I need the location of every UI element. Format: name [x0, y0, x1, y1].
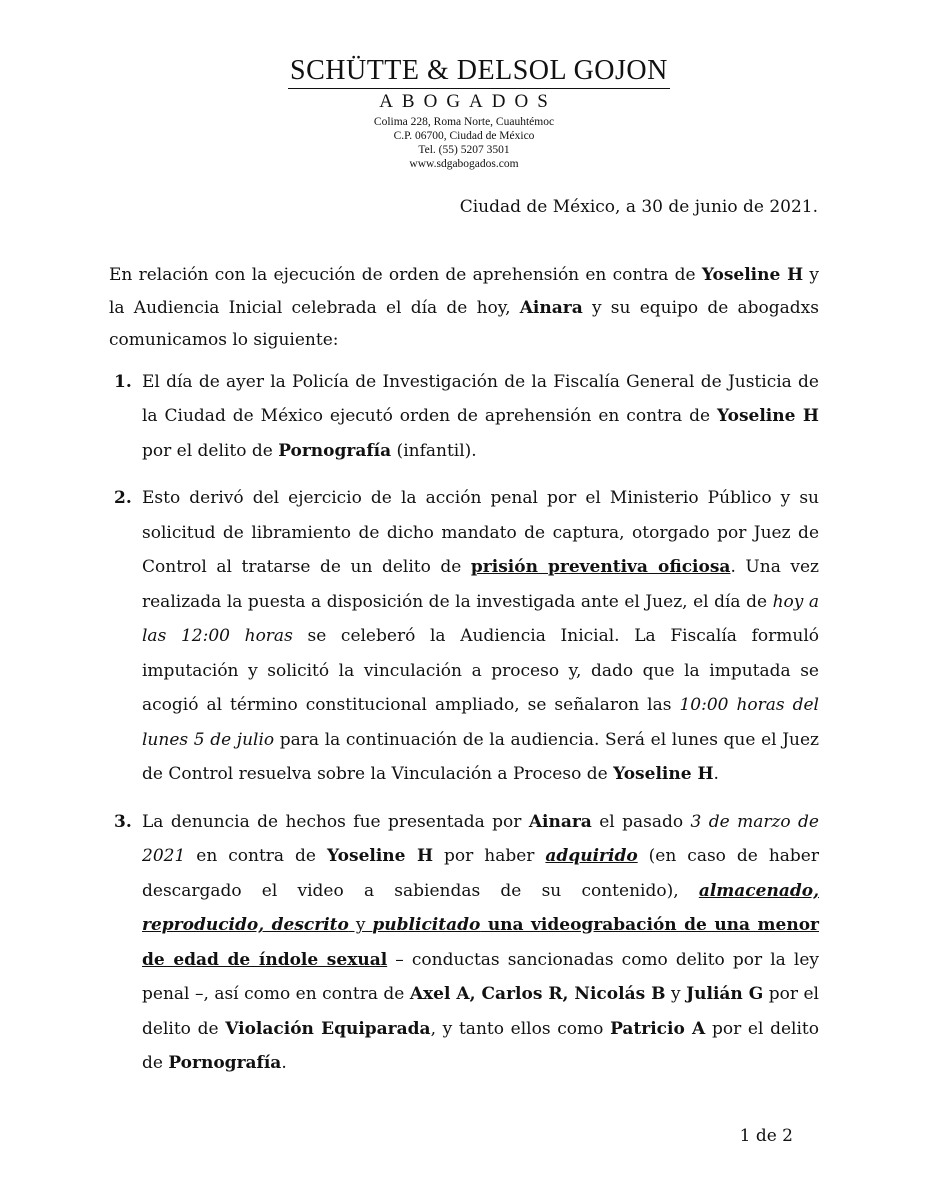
text-run: por el delito de	[142, 1018, 819, 1073]
text-run: Ainara	[519, 297, 583, 318]
list-item-text	[142, 481, 819, 792]
text-run: se celeberó la Audiencia Inicial. La Fiscalía formuló imputación y solicitó la vinculación a proceso y, dado que la imputada se acogió al término constitucional ampliado, se señalaron las	[142, 626, 820, 715]
intro-paragraph	[109, 259, 819, 357]
text-run: para la continuación de la audiencia. Será el lunes que el Juez de Control resuelva sobre la Vinculación a Proceso de	[142, 729, 820, 784]
text-run: (en caso de haber descargado el video a sabiendas de su contenido),	[142, 846, 819, 901]
page-number: 1 de 2	[739, 1126, 793, 1146]
text-run: .	[281, 1053, 287, 1073]
phone-number: Tel. (55) 5207 3501	[418, 144, 510, 156]
text-run: Violación Equiparada	[225, 1018, 431, 1039]
firm-contact-info	[288, 115, 640, 171]
text-run: el pasado	[591, 811, 691, 832]
text-run: por haber	[433, 846, 546, 866]
text-run: El día de ayer la Policía de Investigación de la Fiscalía General de Justicia de la Ciudad de México ejecutó orden de aprehensión en contra de	[142, 371, 819, 426]
document-body	[109, 259, 819, 1094]
text-run: 3 de marzo de 2021	[142, 811, 819, 866]
text-run: (infantil).	[391, 440, 477, 461]
text-run: y	[665, 984, 687, 1004]
list-item-1	[109, 365, 819, 469]
list-item-number: 3.	[114, 811, 132, 832]
text-run: Julián G	[686, 984, 764, 1004]
text-run: 10:00 horas del lunes 5 de julio	[142, 695, 819, 750]
text-run: .	[713, 764, 719, 784]
list-item-2	[109, 481, 819, 792]
letterhead	[288, 55, 668, 171]
list-item-text	[142, 805, 819, 1081]
text-run: y la Audiencia Inicial celebrada el día de hoy,	[109, 265, 819, 318]
text-run: una videograbación de una menor de edad de índole sexual	[142, 915, 819, 970]
website: www.sdgabogados.com	[409, 158, 519, 170]
date-line: Ciudad de México, a 30 de junio de 2021.	[459, 197, 818, 217]
text-run: En relación con la ejecución de orden de aprehensión en contra de	[109, 265, 702, 285]
text-run: por el delito de	[142, 440, 279, 461]
firm-name: SCHÜTTE & DELSOL GOJON	[288, 56, 670, 89]
firm-subtitle: ABOGADOS	[379, 91, 557, 112]
text-run: La denuncia de hechos fue presentada por	[142, 811, 529, 832]
text-run: almacenado, reproducido, descrito	[142, 880, 819, 935]
numbered-list	[109, 365, 819, 1081]
text-run: y su equipo de abogadxs comunicamos lo siguiente:	[109, 297, 819, 350]
text-run: Yoseline H	[327, 846, 434, 866]
text-run: por el delito de	[142, 984, 819, 1039]
text-run: Yoseline H	[716, 406, 819, 426]
text-run: , y tanto ellos como	[430, 1018, 611, 1039]
text-run: Yoseline H	[613, 764, 714, 784]
text-run: Esto derivó del ejercicio de la acción penal por el Ministerio Público y su solicitud de libramiento de dicho mandato de captura, otorgado por Juez de Control al tratarse de un delito de	[142, 488, 819, 577]
text-run: Patricio A	[610, 1018, 706, 1039]
text-run: hoy a las 12:00 horas	[142, 591, 820, 646]
list-item-number: 1.	[114, 371, 132, 392]
text-run: – conductas sancionadas como delito por la ley penal –, así como en contra de	[142, 949, 820, 1004]
text-run: adquirido	[545, 846, 638, 866]
text-run: . Una vez realizada la puesta a disposición de la investigada ante el Juez, el día de	[142, 557, 820, 612]
text-run: en contra de	[185, 846, 327, 866]
list-item-number: 2.	[114, 488, 132, 508]
text-run: Yoseline H	[701, 265, 804, 285]
list-item-3	[109, 805, 819, 1081]
text-run: y	[348, 915, 373, 935]
text-run: Axel A, Carlos R, Nicolás B	[409, 984, 666, 1004]
text-run: Ainara	[528, 811, 592, 832]
text-run: publicitado	[372, 915, 481, 935]
list-item-text	[142, 365, 819, 469]
address-line-1: Colima 228, Roma Norte, Cuauhtémoc	[373, 116, 555, 128]
text-run: Pornografía	[278, 440, 392, 461]
text-run: Pornografía	[168, 1053, 282, 1073]
text-run: prisión preventiva oficiosa	[470, 557, 731, 577]
address-line-2: C.P. 06700, Ciudad de México	[393, 130, 535, 142]
